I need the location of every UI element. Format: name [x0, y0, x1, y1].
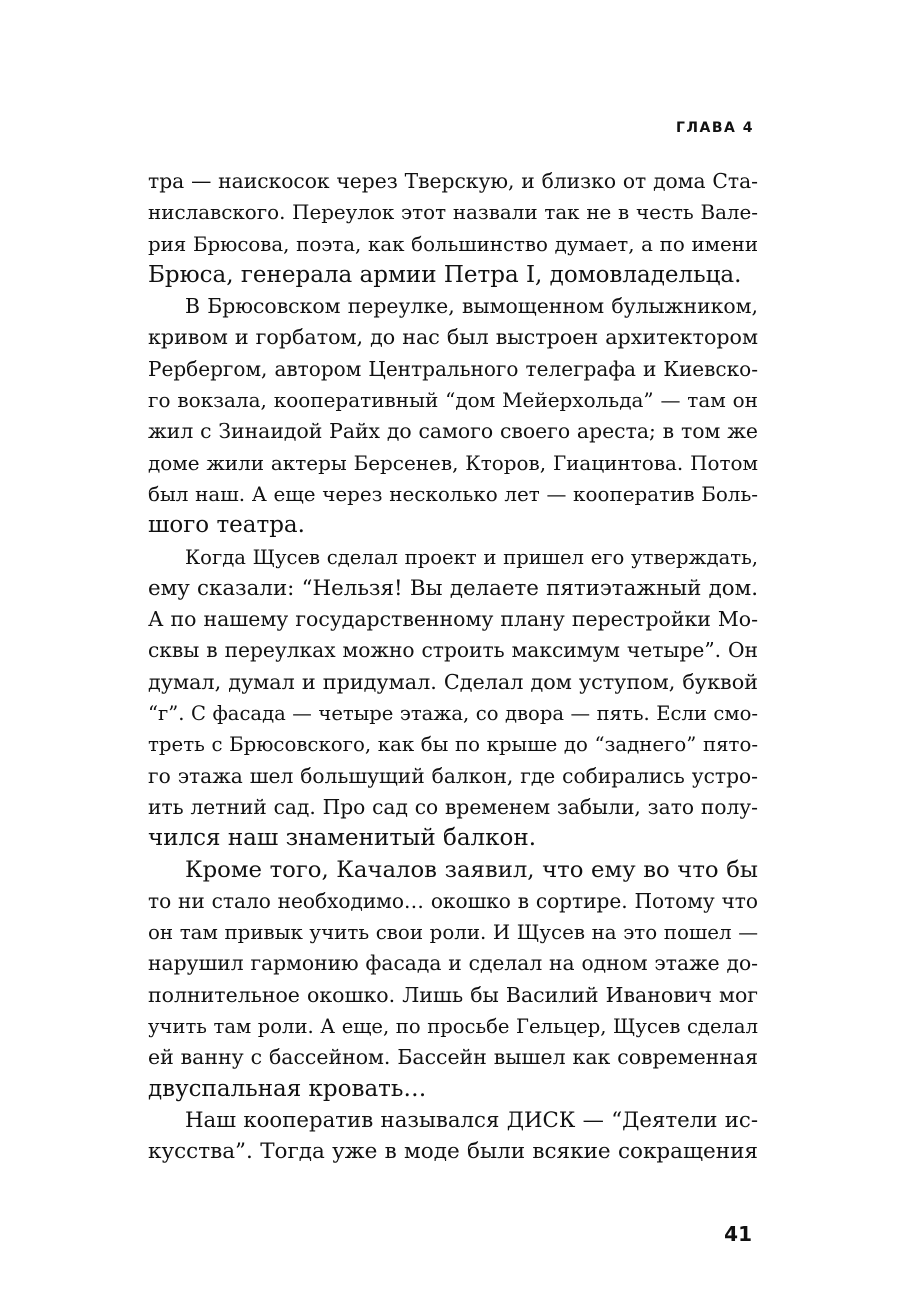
text-line: Когда Щусев сделал проект и пришел его утверждать, [185, 545, 758, 569]
text-line: ить летний сад. Про сад со временем забыли, зато полу- [148, 794, 758, 819]
text-line: думал, думал и придумал. Сделал дом уступом, буквой [148, 669, 758, 694]
text-line: го этажа шел большущий балкон, где собирались устро- [148, 763, 758, 788]
text-line: шого театра. [148, 512, 305, 539]
text-line: он там привык учить свои роли. И Щусев на это пошел — [148, 921, 758, 945]
chapter-running-head: ГЛАВА 4 [675, 120, 754, 136]
text-line: ей ванну с бассейном. Бассейн вышел как современная [148, 1045, 758, 1070]
text-line: чился наш знаменитый балкон. [148, 825, 537, 852]
text-line: доме жили актеры Берсенев, Кторов, Гиацинтова. Потом [148, 450, 758, 475]
text-line: Брюса, генерала армии Петра I, домовладельца. [148, 261, 742, 288]
text-line: ниславского. Переулок этот назвали так не в честь Вале- [148, 201, 758, 225]
text-line: В Брюсовском переулке, вымощенном булыжником, [185, 294, 758, 319]
text-line: Наш кооператив назывался ДИСК — “Деятели ис- [185, 1107, 758, 1133]
text-line: А по нашему государственному плану перестройки Мо- [148, 607, 758, 632]
text-line: полнительное окошко. Лишь бы Василий Иванович мог [148, 982, 758, 1007]
text-line: учить там роли. А еще, по просьбе Гельцер, Щусев сделал [148, 1015, 758, 1039]
text-line: треть с Брюсовского, как бы по крыше до “заднего” пято- [148, 733, 758, 757]
body-text [148, 166, 758, 1168]
text-line: рия Брюсова, поэта, как большинство думает, а по имени [148, 232, 758, 256]
text-line: сквы в переулках можно строить максимум четыре”. Он [148, 638, 758, 663]
text-line: “г”. С фасада — четыре этажа, со двора — пять. Если смо- [148, 702, 758, 726]
text-line: кусства”. Тогда уже в моде были всякие сокращения [148, 1139, 758, 1165]
text-line: нарушил гармонию фасада и сделал на одном этаже до- [148, 951, 758, 976]
text-line: двуспальная кровать… [148, 1075, 427, 1102]
text-line: был наш. А еще через несколько лет — кооператив Боль- [148, 482, 758, 506]
text-line: тра — наискосок через Тверскую, и близко от дома Ста- [148, 169, 758, 193]
text-line: то ни стало необходимо… окошко в сортире. Потому что [148, 888, 758, 913]
page-number: 41 [724, 1222, 752, 1246]
text-line: кривом и горбатом, до нас был выстроен архитектором [148, 325, 758, 350]
text-line: Кроме того, Качалов заявил, что ему во что бы [185, 856, 758, 883]
text-line: жил с Зинаидой Райх до самого своего ареста; в том же [148, 419, 758, 444]
text-line: Рербергом, автором Центрального телеграфа и Киевско- [148, 356, 758, 381]
text-line: ему сказали: “Нельзя! Вы делаете пятиэтажный дом. [148, 575, 758, 601]
text-line: го вокзала, кооперативный “дом Мейерхольда” — там он [148, 388, 758, 413]
